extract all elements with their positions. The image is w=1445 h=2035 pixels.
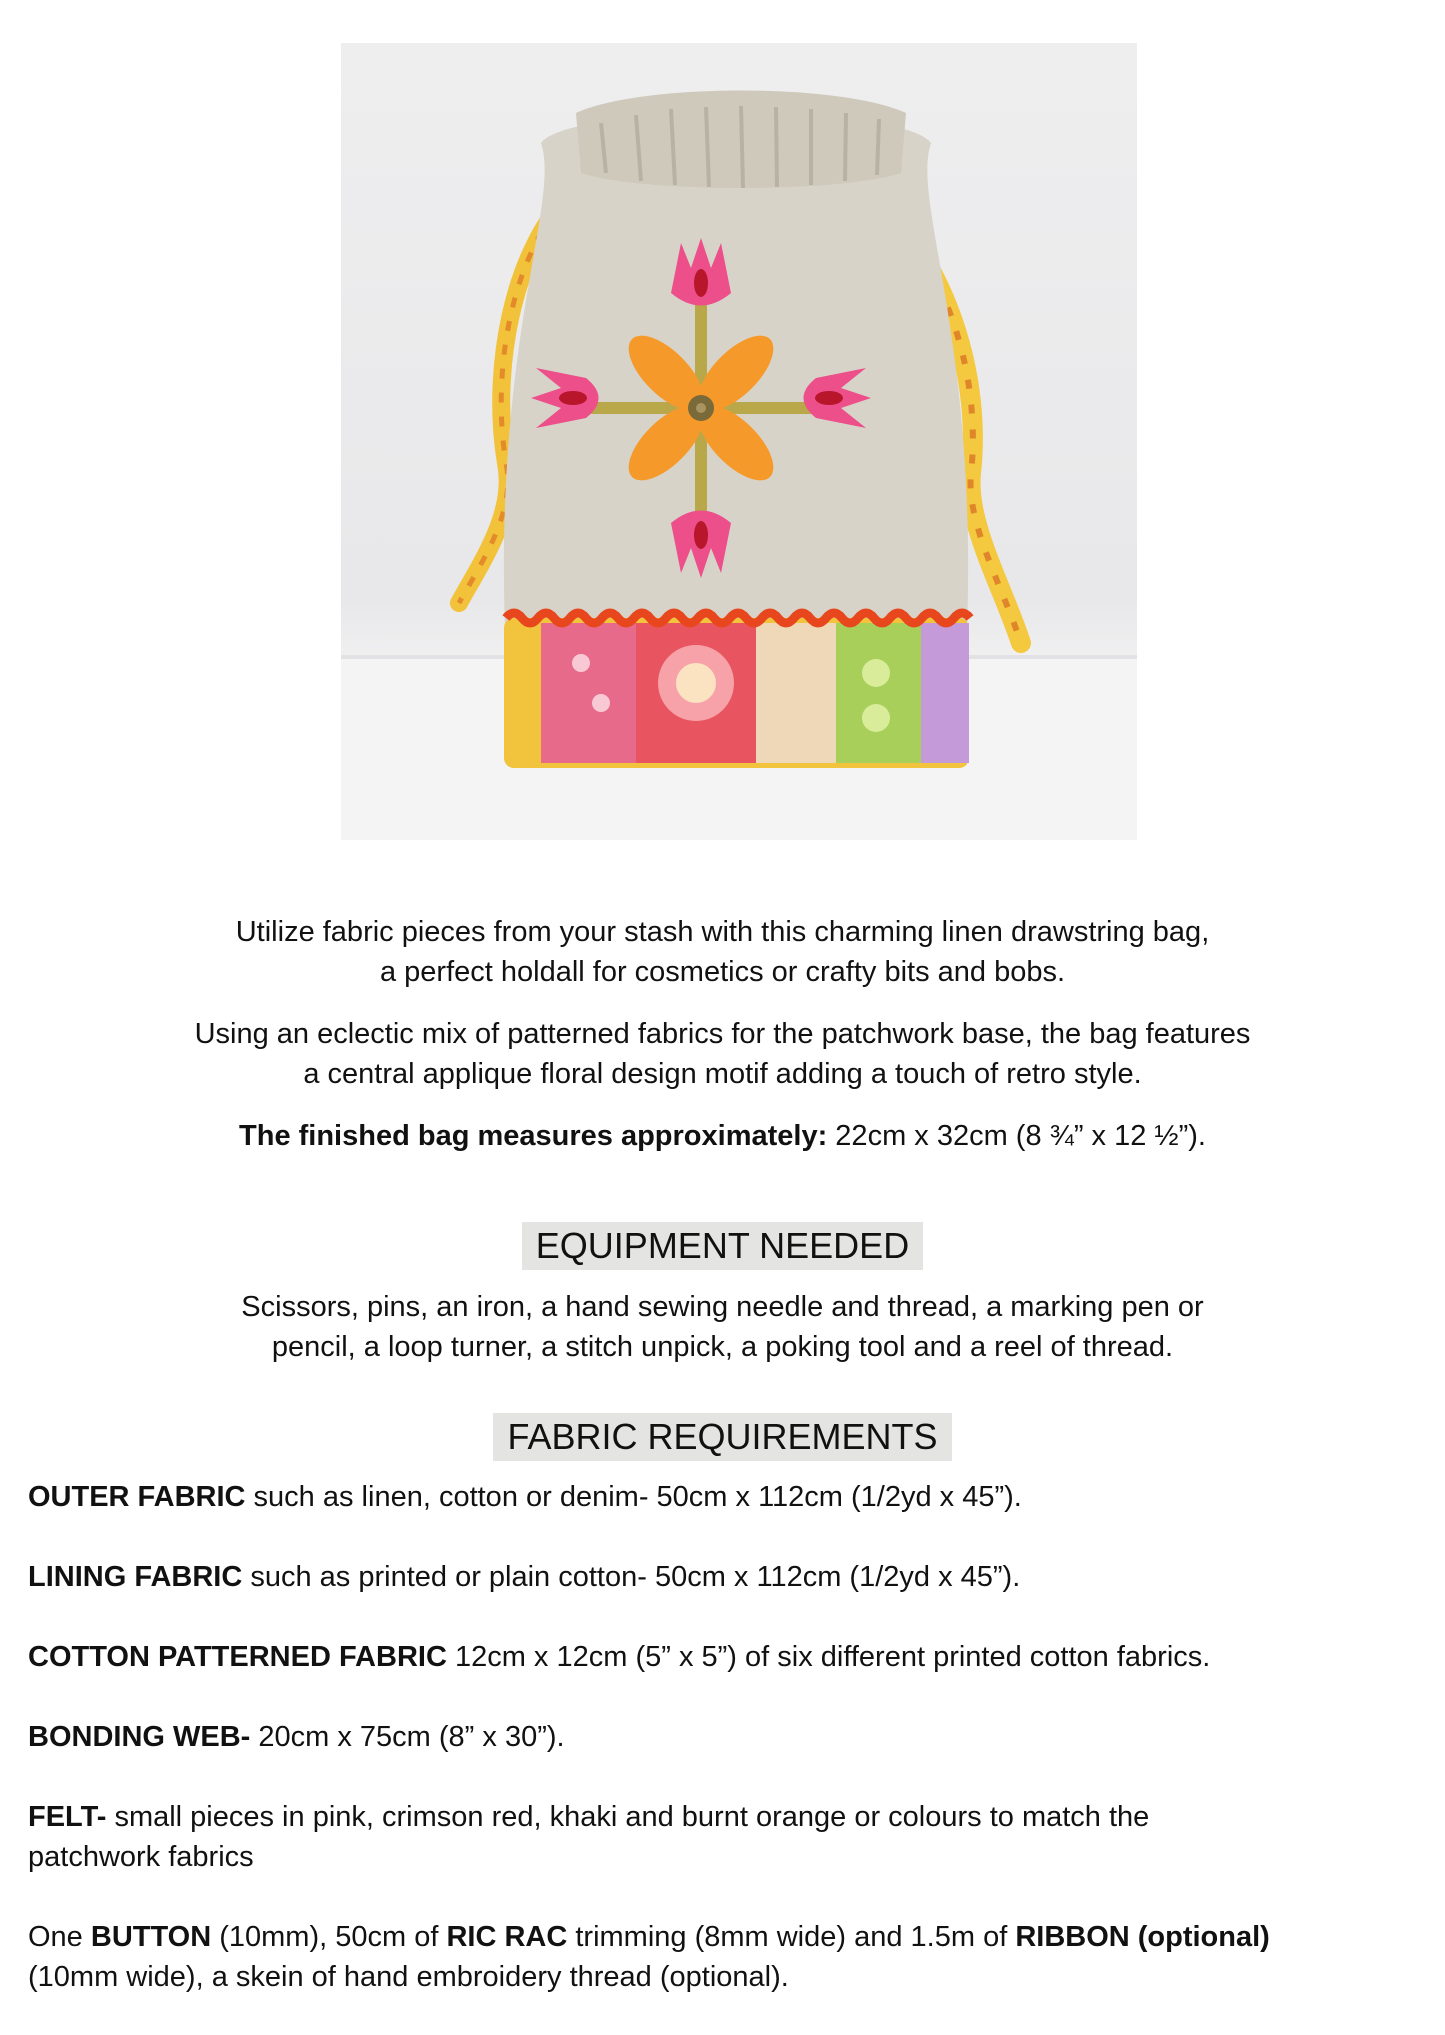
equipment-heading	[0, 1222, 1445, 1270]
finished-size-label: The finished bag measures approximately:	[239, 1120, 828, 1152]
notions-one: One	[28, 1921, 91, 1953]
intro-p1-line2: a perfect holdall for cosmetics or crafty bits and bobs.	[379, 956, 1066, 988]
felt-label: FELT-	[28, 1801, 107, 1833]
felt-text-line2: patchwork fabrics	[28, 1841, 254, 1873]
outer-fabric-item	[28, 1477, 1418, 1517]
equipment-heading-text: EQUIPMENT NEEDED	[522, 1222, 923, 1270]
intro-p1-line1: Utilize fabric pieces from your stash with this charming linen drawstring bag,	[235, 916, 1210, 948]
equipment-text	[0, 1287, 1445, 1367]
equipment-line2: pencil, a loop turner, a stitch unpick, a poking tool and a reel of thread.	[271, 1331, 1174, 1363]
outer-fabric-text: such as linen, cotton or denim- 50cm x 112cm (1/2yd x 45”).	[245, 1481, 1022, 1513]
notions-part1: (10mm), 50cm of	[211, 1921, 447, 1953]
bonding-web-text: 20cm x 75cm (8” x 30”).	[250, 1721, 565, 1753]
bonding-web-item	[28, 1717, 1418, 1757]
intro-p2-line1: Using an eclectic mix of patterned fabrics for the patchwork base, the bag features	[194, 1018, 1251, 1050]
intro-paragraph-1	[0, 912, 1445, 992]
lining-fabric-item	[28, 1557, 1418, 1597]
cotton-fabric-text: 12cm x 12cm (5” x 5”) of six different printed cotton fabrics.	[446, 1641, 1211, 1673]
fabric-heading-text: FABRIC REQUIREMENTS	[493, 1413, 951, 1461]
equipment-line1: Scissors, pins, an iron, a hand sewing needle and thread, a marking pen or	[241, 1291, 1204, 1323]
lining-fabric-label: LINING FABRIC	[28, 1561, 243, 1593]
notions-part2: trimming (8mm wide) and 1.5m of	[567, 1921, 1016, 1953]
bonding-web-label: BONDING WEB-	[28, 1721, 251, 1753]
notions-line2: (10mm wide), a skein of hand embroidery thread (optional).	[28, 1961, 789, 1993]
felt-item	[28, 1797, 1418, 1877]
finished-size-value: 22cm x 32cm (8 ¾” x 12 ½”).	[827, 1120, 1206, 1152]
button-label: BUTTON	[90, 1921, 212, 1953]
cotton-fabric-label: COTTON PATTERNED FABRIC	[28, 1641, 447, 1673]
ribbon-label: RIBBON (optional)	[1015, 1921, 1270, 1953]
product-photo	[341, 43, 1137, 840]
notions-item	[28, 1917, 1418, 1997]
felt-text-line1: small pieces in pink, crimson red, khaki and burnt orange or colours to match the	[106, 1801, 1150, 1833]
ric-rac-label: RIC RAC	[446, 1921, 568, 1953]
outer-fabric-label: OUTER FABRIC	[28, 1481, 246, 1513]
intro-p2-line2: a central applique floral design motif adding a touch of retro style.	[303, 1058, 1142, 1090]
lining-fabric-text: such as printed or plain cotton- 50cm x 112cm (1/2yd x 45”).	[242, 1561, 1021, 1593]
intro-paragraph-2	[0, 1014, 1445, 1094]
drawstring-bag-illustration	[341, 43, 1137, 840]
finished-size	[0, 1116, 1445, 1156]
cotton-fabric-item	[28, 1637, 1418, 1677]
fabric-heading	[0, 1413, 1445, 1461]
